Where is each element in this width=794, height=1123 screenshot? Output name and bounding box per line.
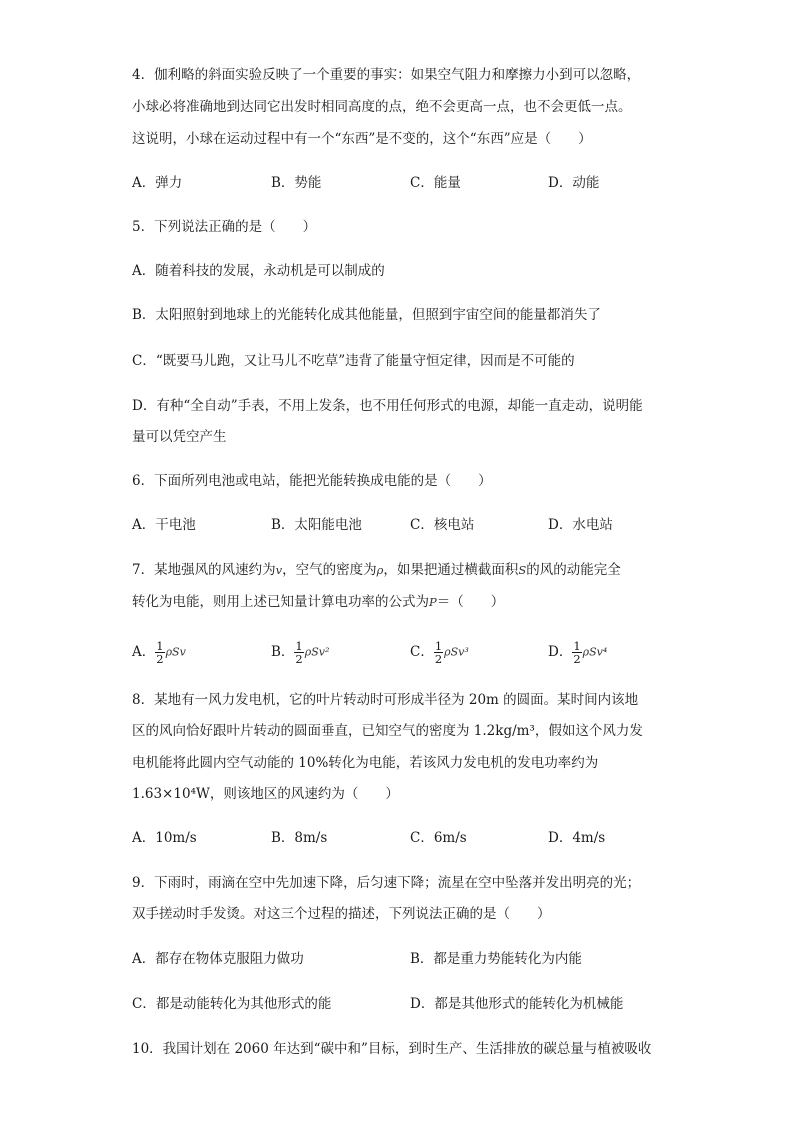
- fraction-one-half: $\frac{1}{2}$: [295, 639, 303, 666]
- q7-text-2: ，空气的密度为: [282, 562, 377, 578]
- q7-option-c: C． $\frac{1}{2}$ ρSv³: [410, 639, 469, 666]
- q6-option-a: A．干电池: [132, 517, 196, 533]
- q8-stem-line4: 1.63×10⁴W，则该地区的风速约为（ ）: [132, 786, 399, 802]
- q6-option-b: B．太阳能电池: [271, 517, 362, 533]
- q4-option-a: A．弹力: [132, 175, 183, 191]
- q7-option-c-expr: ρSv³: [444, 645, 469, 659]
- q7-var-rho: ρ: [376, 563, 384, 577]
- q5-option-d-line2: 量可以凭空产生: [132, 429, 227, 445]
- q7-option-a-expr: ρSv: [165, 645, 186, 659]
- q8-option-a: A．10m/s: [132, 830, 197, 846]
- q8-option-c: C．6m/s: [410, 830, 467, 846]
- q7-option-a: A． $\frac{1}{2}$ ρSv: [132, 639, 186, 666]
- q7-var-p: P: [429, 595, 437, 609]
- q5-option-c: C．“既要马儿跑，又让马儿不吃草”违背了能量守恒定律，因而是不可能的: [132, 353, 575, 369]
- q5-option-a: A．随着科技的发展，永动机是可以制成的: [132, 263, 385, 279]
- q9-option-d: D．都是其他形式的能转化为机械能: [410, 996, 624, 1012]
- q7-text-1: 7．某地强风的风速约为: [132, 562, 276, 578]
- q7-option-d-expr: ρSv⁴: [582, 645, 608, 659]
- q4-option-b: B．势能: [271, 175, 322, 191]
- q9-stem-line1: 9．下雨时，雨滴在空中先加速下降，后匀速下降；流星在空中坠落并发出明亮的光；: [132, 875, 641, 891]
- fraction-one-half: $\frac{1}{2}$: [573, 639, 581, 666]
- q10-stem-line1: 10．我国计划在 2060 年达到“碳中和”目标，到时生产、生活排放的碳总量与植被吸收: [132, 1041, 652, 1057]
- q8-option-d: D．4m/s: [548, 830, 606, 846]
- q7-stem-line2: [132, 592, 504, 612]
- q7-text-3: ，如果把通过横截面积: [383, 562, 519, 578]
- q5-stem: 5．下列说法正确的是（ ）: [132, 219, 317, 235]
- q7-option-d: D． $\frac{1}{2}$ ρSv⁴: [548, 639, 608, 666]
- q9-option-c: C．都是动能转化为其他形式的能: [132, 996, 332, 1012]
- q6-option-d: D．水电站: [548, 517, 613, 533]
- q7-text-5: 转化为电能，则用上述已知量计算电功率的公式为: [132, 594, 429, 610]
- q5-option-b: B．太阳照射到地球上的光能转化成其他能量，但照到宇宙空间的能量都消失了: [132, 307, 601, 323]
- q7-var-v: v: [275, 563, 283, 577]
- fraction-one-half: $\frac{1}{2}$: [156, 639, 164, 666]
- q8-stem-line2: 区的风向恰好跟叶片转动的圆面垂直，已知空气的密度为 1.2kg/m³，假如这个风力发: [132, 723, 643, 739]
- q9-option-a: A．都存在物体克服阻力做功: [132, 951, 304, 967]
- q4-stem-line1: 4．伽利略的斜面实验反映了一个重要的事实：如果空气阻力和摩擦力小到可以忽略，: [132, 67, 641, 83]
- q4-stem-line2: 小球必将准确地到达同它出发时相同高度的点，绝不会更高一点，也不会更低一点。: [132, 99, 632, 115]
- fraction-one-half: $\frac{1}{2}$: [434, 639, 443, 666]
- q7-text-4: 的风的动能完全: [526, 562, 621, 578]
- q4-option-d: D．动能: [548, 175, 600, 191]
- q7-var-s: S: [518, 563, 527, 577]
- q4-stem-line3: 这说明，小球在运动过程中有一个“东西”是不变的，这个“东西”应是（ ）: [132, 131, 592, 147]
- q8-stem-line1: 8．某地有一风力发电机，它的叶片转动时可形成半径为 20m 的圆面。某时间内该地: [132, 692, 639, 708]
- q7-option-b: B． $\frac{1}{2}$ ρSv²: [271, 639, 330, 666]
- q9-option-b: B．都是重力势能转化为内能: [410, 951, 582, 967]
- q9-stem-line2: 双手搓动时手发烫。对这三个过程的描述，下列说法正确的是（ ）: [132, 906, 551, 922]
- q8-option-b: B．8m/s: [271, 830, 328, 846]
- q7-stem-line1: [132, 560, 621, 580]
- q5-option-d-line1: D．有种“全自动”手表，不用上发条，也不用任何形式的电源，却能一直走动，说明能: [132, 398, 643, 414]
- q4-option-c: C．能量: [410, 175, 461, 191]
- q6-option-c: C．核电站: [410, 517, 475, 533]
- q7-option-b-expr: ρSv²: [304, 645, 330, 659]
- q8-stem-line3: 电机能将此圆内空气动能的 10%转化为电能，若该风力发电机的发电功率约为: [132, 755, 599, 771]
- q7-text-6: ＝（ ）: [436, 594, 505, 610]
- q6-stem: 6．下面所列电池或电站，能把光能转换成电能的是（ ）: [132, 473, 492, 489]
